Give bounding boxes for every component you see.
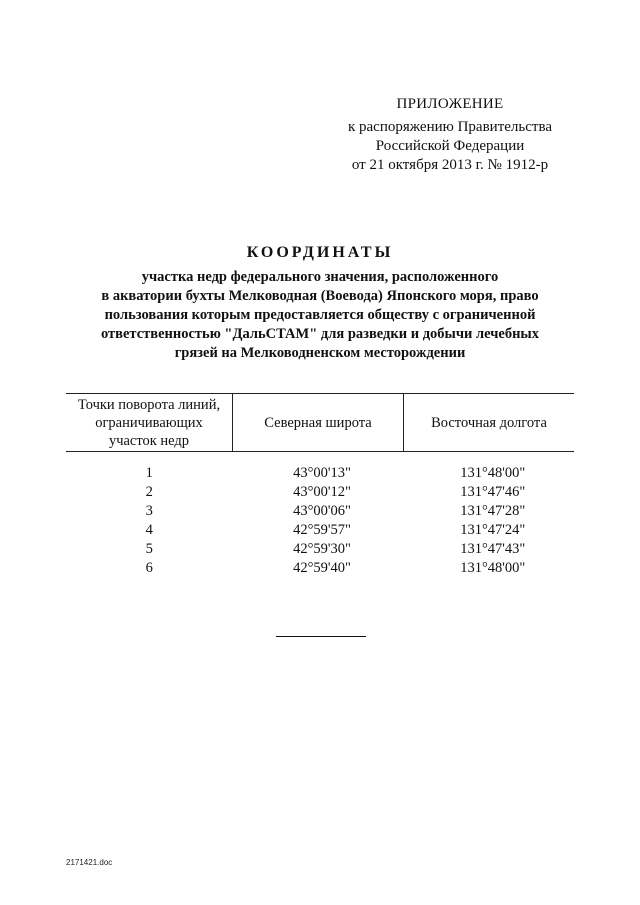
appendix-date-line: от 21 октября 2013 г. № 1912-р xyxy=(351,157,549,173)
point-number: 6 xyxy=(145,560,153,576)
subject-line: ответственностью "ДальСТАМ" для разведки и добычи лечебных xyxy=(100,326,540,342)
appendix-block xyxy=(300,94,600,175)
longitude-cell: 131°47'43" xyxy=(460,541,526,557)
latitude-cell: 42°59'40" xyxy=(293,560,351,576)
latitude-cell: 43°00'13" xyxy=(293,465,351,481)
longitude-cell: 131°48'00" xyxy=(460,465,526,481)
table-row xyxy=(66,483,574,502)
longitude-cell: 131°48'00" xyxy=(460,560,526,576)
header-points-line: Точки поворота линий, xyxy=(77,396,221,413)
table-row xyxy=(66,452,574,484)
table-row xyxy=(66,521,574,540)
end-divider xyxy=(276,636,366,637)
appendix-title: ПРИЛОЖЕНИЕ xyxy=(396,96,504,112)
latitude-cell: 42°59'30" xyxy=(293,541,351,557)
point-number: 4 xyxy=(145,522,153,538)
header-points xyxy=(66,394,233,452)
table-row xyxy=(66,540,574,559)
point-number: 5 xyxy=(145,541,153,557)
document-subject xyxy=(70,268,570,363)
point-number: 3 xyxy=(145,503,153,519)
subject-line: в акватории бухты Мелководная (Воевода) Японского моря, право xyxy=(101,288,539,304)
longitude-cell: 131°47'24" xyxy=(460,522,526,538)
document-title: КООРДИНАТЫ xyxy=(246,244,394,261)
longitude-cell: 131°47'28" xyxy=(460,503,526,519)
point-number: 1 xyxy=(145,465,153,481)
table-header-row xyxy=(66,394,574,452)
latitude-cell: 43°00'12" xyxy=(293,484,351,500)
longitude-cell: 131°47'46" xyxy=(460,484,526,500)
appendix-authority-line: Российской Федерации xyxy=(375,138,525,154)
header-east-longitude: Восточная долгота xyxy=(404,394,575,452)
subject-line: участка недр федерального значения, расположенного xyxy=(141,269,499,285)
header-north-latitude: Северная широта xyxy=(233,394,404,452)
subject-line: грязей на Мелководненском месторождении xyxy=(174,345,466,361)
table-row xyxy=(66,559,574,578)
latitude-cell: 43°00'06" xyxy=(293,503,351,519)
header-points-line: участок недр xyxy=(108,432,190,449)
latitude-cell: 42°59'57" xyxy=(293,522,351,538)
footer-filename: 2171421.doc xyxy=(66,858,113,867)
coordinates-table xyxy=(66,393,574,578)
subject-line: пользования которым предоставляется обществу с ограниченной xyxy=(104,307,536,323)
point-number: 2 xyxy=(145,484,153,500)
header-points-line: ограничивающих xyxy=(95,414,203,431)
appendix-order-line: к распоряжению Правительства xyxy=(347,119,552,135)
table-row xyxy=(66,502,574,521)
